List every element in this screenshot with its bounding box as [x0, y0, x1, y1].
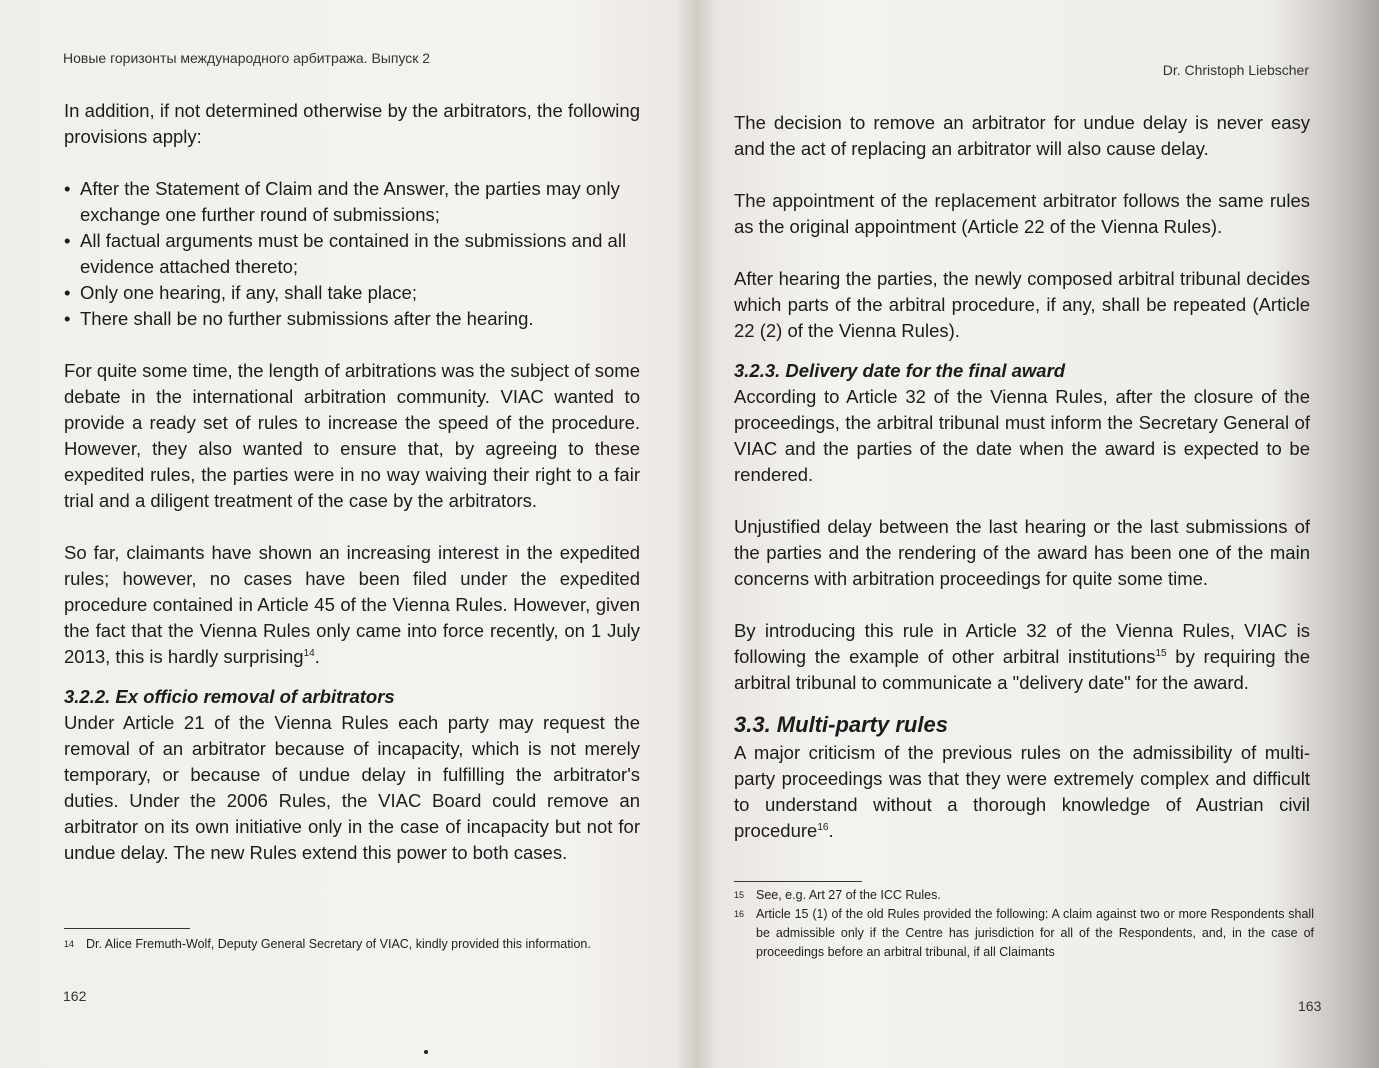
running-head-left: Новые горизонты международного арбитража. Выпуск 2: [63, 50, 431, 66]
footnote-ref-15: 15: [1155, 647, 1167, 659]
footnote-14: [64, 935, 644, 954]
page-number-right: 163: [1298, 998, 1322, 1014]
footnote-16: [734, 905, 1314, 962]
section-heading-33: 3.3. Multi-party rules: [734, 712, 948, 737]
section-heading-323: 3.2.3. Delivery date for the final award: [734, 360, 1066, 381]
removal-paragraph: Under Article 21 of the Vienna Rules each party may request the removal of an arbitrator because of incapacity, which is not merely temporary, or because of undue delay in fulfilling the arbitrator's duties. Under the 2006 Rules, the VIAC Board could remove an arbitrator on its own initiative only in the case of incapacity but not for undue delay. The new Rules extend this power to both cases.: [64, 712, 640, 863]
footnote-text: See, e.g. Art 27 of the ICC Rules.: [756, 888, 941, 902]
appointment-paragraph: The appointment of the replacement arbitrator follows the same rules as the original appointment (Article 22 of the Vienna Rules).: [734, 190, 1310, 237]
article32-paragraph: According to Article 32 of the Vienna Rules, after the closure of the proceedings, the arbitral tribunal must inform the Secretary General of VIAC and the parties of the date when the award is expected to be rendered.: [734, 386, 1310, 485]
footnote-ref-16: 16: [817, 821, 829, 833]
print-speck: [424, 1050, 428, 1054]
footnote-text: Article 15 (1) of the old Rules provided the following: A claim against two or more Respondents shall be admissible only if the Centre has jurisdiction for all of the Respondents, and, in the case of proceedings before an arbitral tribunal, if all Claimants: [756, 907, 1314, 959]
bullet-icon: •: [64, 282, 71, 303]
footnote-number: 15: [734, 890, 745, 900]
page-number-left: 162: [63, 988, 87, 1004]
footnote-number: 16: [734, 909, 745, 919]
bullet-icon: •: [64, 308, 71, 329]
running-head-right: Dr. Christoph Liebscher: [1162, 62, 1309, 78]
bullet-icon: •: [64, 178, 71, 199]
section-heading-322: 3.2.2. Ex officio removal of arbitrators: [64, 686, 395, 707]
decision-paragraph: The decision to remove an arbitrator for undue delay is never easy and the act of replacing an arbitrator will also cause delay.: [734, 112, 1310, 159]
multiparty-paragraph: A major criticism of the previous rules on the admissibility of multi-party proceedings was that they were extremely complex and difficult to understand without a thorough knowledge of Austrian civil procedure$^{16}$.: [734, 742, 1310, 841]
length-paragraph: For quite some time, the length of arbitrations was the subject of some debate in the international arbitration community. VIAC wanted to provide a ready set of rules to increase the speed of the procedure. However, they also wanted to ensure that, by agreeing to these expedited rules, the parties were in no way waiving their right to a fair trial and a diligent treatment of the case by the arbitrators.: [64, 360, 640, 511]
right-body: [734, 110, 1310, 844]
sofar-paragraph: So far, claimants have shown an increasing interest in the expedited rules; however, no cases have been filed under the expedited procedure contained in Article 45 of the Vienna Rules. However, given the fact that the Vienna Rules only came into force recently, on 1 July 2013, this is hardly surprising$^{14}$.: [64, 542, 640, 667]
unjustified-paragraph: Unjustified delay between the last hearing or the last submissions of the parties and the rendering of the award has been one of the main concerns with arbitration proceedings for quite some time.: [734, 516, 1310, 589]
left-body: [64, 98, 640, 866]
provisions-list: [64, 176, 640, 332]
list-item: • Only one hearing, if any, shall take place;: [64, 280, 640, 306]
footnote-ref-14: 14: [303, 647, 315, 659]
bullet-icon: •: [64, 230, 71, 251]
footnote-rule-left: [64, 928, 190, 929]
footnote-15: [734, 886, 1314, 905]
right-page: [690, 0, 1379, 1068]
list-item: • All factual arguments must be contained in the submissions and all evidence attached thereto;: [64, 230, 627, 277]
list-item: • After the Statement of Claim and the Answer, the parties may only exchange one further round of submissions;: [64, 178, 620, 225]
footnote-number: 14: [64, 939, 75, 949]
introducing-paragraph: By introducing this rule in Article 32 of the Vienna Rules, VIAC is following the example of other arbitral institutions$^{15}$ by requiring the arbitral tribunal to communicate a "delivery date" for the award.: [734, 620, 1310, 693]
footnote-text: Dr. Alice Fremuth-Wolf, Deputy General Secretary of VIAC, kindly provided this information.: [86, 937, 591, 951]
list-item: • There shall be no further submissions after the hearing.: [64, 306, 640, 332]
intro-paragraph: In addition, if not determined otherwise by the arbitrators, the following provisions apply:: [64, 100, 640, 147]
footnote-rule-right: [734, 881, 862, 882]
hearing-paragraph: After hearing the parties, the newly composed arbitral tribunal decides which parts of the arbitral procedure, if any, shall be repeated (Article 22 (2) of the Vienna Rules).: [734, 268, 1310, 341]
